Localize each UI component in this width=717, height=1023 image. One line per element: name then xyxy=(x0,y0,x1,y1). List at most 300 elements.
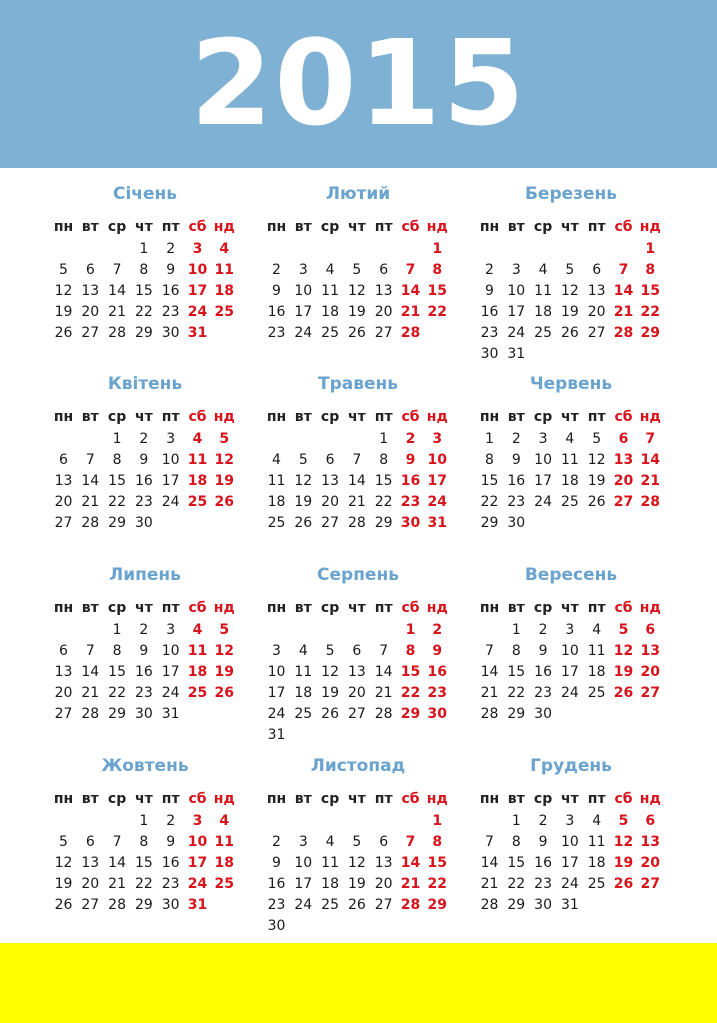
weekday-label: сб xyxy=(401,409,420,425)
day-cell: 12 xyxy=(613,834,634,850)
month-title: Липень xyxy=(109,565,181,585)
day-cell: 21 xyxy=(81,685,100,701)
weekday-label: ср xyxy=(533,600,553,616)
day-cell: 5 xyxy=(618,813,629,829)
day-cell: 21 xyxy=(400,304,421,320)
day-cell: 11 xyxy=(587,643,606,659)
month-title: Березень xyxy=(524,184,618,204)
day-cell: 13 xyxy=(374,283,393,299)
day-cell: 14 xyxy=(374,664,393,680)
day-cell: 9 xyxy=(538,643,548,659)
day-cell: 20 xyxy=(321,494,339,510)
day-cell: 11 xyxy=(187,643,208,659)
day-cell: 16 xyxy=(534,855,552,871)
day-cell: 16 xyxy=(400,473,421,489)
day-cell: 23 xyxy=(161,876,180,892)
day-cell: 14 xyxy=(640,452,661,468)
day-cell: 19 xyxy=(347,304,366,320)
day-cell: 26 xyxy=(54,325,73,341)
day-cell: 24 xyxy=(534,494,552,510)
day-cell: 26 xyxy=(321,706,339,722)
day-cell: 1 xyxy=(511,622,521,638)
day-cell: 8 xyxy=(432,834,443,850)
day-cell: 8 xyxy=(511,643,521,659)
day-cell: 25 xyxy=(587,685,606,701)
day-cell: 21 xyxy=(81,494,100,510)
day-cell: 11 xyxy=(214,262,235,278)
day-cell: 25 xyxy=(187,685,208,701)
day-cell: 20 xyxy=(81,876,100,892)
day-cell: 22 xyxy=(374,494,393,510)
day-cell: 30 xyxy=(534,706,552,722)
day-cell: 4 xyxy=(538,262,548,278)
day-cell: 27 xyxy=(54,515,73,531)
day-cell: 28 xyxy=(400,897,421,913)
weekday-label: нд xyxy=(213,409,235,425)
day-cell: 29 xyxy=(507,706,526,722)
day-cell: 12 xyxy=(321,664,339,680)
day-cell: 2 xyxy=(538,813,548,829)
day-cell: 25 xyxy=(214,876,235,892)
day-cell: 7 xyxy=(645,431,656,447)
day-cell: 17 xyxy=(187,855,208,871)
day-cell: 21 xyxy=(640,473,661,489)
day-cell: 7 xyxy=(618,262,629,278)
day-cell: 2 xyxy=(511,431,521,447)
weekday-label: ср xyxy=(533,409,553,425)
weekday-label: нд xyxy=(639,219,661,235)
day-cell: 21 xyxy=(374,685,393,701)
month-title: Травень xyxy=(317,374,399,394)
day-cell: 6 xyxy=(645,622,656,638)
day-cell: 9 xyxy=(405,452,416,468)
weekday-label: вт xyxy=(81,409,99,425)
day-cell: 26 xyxy=(560,325,579,341)
weekday-label: пт xyxy=(587,600,606,616)
day-cell: 26 xyxy=(613,685,634,701)
day-cell: 8 xyxy=(432,262,443,278)
day-cell: 5 xyxy=(352,834,362,850)
day-cell: 15 xyxy=(640,283,661,299)
day-cell: 15 xyxy=(108,664,126,680)
weekday-label: сб xyxy=(614,409,633,425)
weekday-label: вт xyxy=(294,600,312,616)
weekday-label: вт xyxy=(81,791,99,807)
day-cell: 1 xyxy=(432,813,443,829)
day-cell: 9 xyxy=(166,834,176,850)
day-cell: 27 xyxy=(347,706,366,722)
day-cell: 5 xyxy=(219,431,230,447)
day-cell: 2 xyxy=(538,622,548,638)
weekday-label: чт xyxy=(348,600,366,616)
day-cell: 3 xyxy=(166,622,176,638)
weekday-label: пт xyxy=(161,600,180,616)
weekday-label: чт xyxy=(561,791,579,807)
month-title: Листопад xyxy=(310,756,406,776)
day-cell: 12 xyxy=(54,855,73,871)
day-cell: 6 xyxy=(352,643,362,659)
weekday-label: сб xyxy=(401,600,420,616)
day-cell: 9 xyxy=(272,283,281,299)
day-cell: 1 xyxy=(432,241,443,257)
day-cell: 4 xyxy=(298,643,308,659)
day-cell: 14 xyxy=(613,283,634,299)
day-cell: 23 xyxy=(534,876,552,892)
day-cell: 14 xyxy=(108,283,126,299)
day-cell: 4 xyxy=(325,262,335,278)
day-cell: 21 xyxy=(480,876,499,892)
day-cell: 6 xyxy=(325,452,335,468)
day-cell: 24 xyxy=(507,325,526,341)
day-cell: 30 xyxy=(134,706,153,722)
weekday-label: пт xyxy=(587,219,606,235)
day-cell: 13 xyxy=(321,473,339,489)
day-cell: 1 xyxy=(139,241,149,257)
weekday-label: ср xyxy=(533,219,553,235)
day-cell: 28 xyxy=(108,325,126,341)
day-cell: 16 xyxy=(134,664,153,680)
day-cell: 8 xyxy=(379,452,389,468)
weekday-label: пт xyxy=(374,791,393,807)
day-cell: 3 xyxy=(298,262,308,278)
weekday-label: пт xyxy=(161,791,180,807)
day-cell: 28 xyxy=(400,325,421,341)
day-cell: 6 xyxy=(379,834,389,850)
weekday-label: вт xyxy=(81,600,99,616)
day-cell: 22 xyxy=(400,685,421,701)
weekday-label: нд xyxy=(426,409,448,425)
day-cell: 22 xyxy=(108,685,126,701)
day-cell: 22 xyxy=(427,876,448,892)
day-cell: 3 xyxy=(511,262,521,278)
day-cell: 18 xyxy=(214,283,235,299)
day-cell: 1 xyxy=(405,622,416,638)
day-cell: 8 xyxy=(139,834,149,850)
day-cell: 5 xyxy=(565,262,575,278)
day-cell: 12 xyxy=(613,643,634,659)
day-cell: 13 xyxy=(587,283,606,299)
day-cell: 15 xyxy=(507,855,526,871)
day-cell: 7 xyxy=(112,262,122,278)
day-cell: 18 xyxy=(187,473,208,489)
day-cell: 27 xyxy=(640,685,661,701)
day-cell: 25 xyxy=(534,325,552,341)
day-cell: 29 xyxy=(374,515,393,531)
day-cell: 8 xyxy=(405,643,416,659)
day-cell: 14 xyxy=(108,855,126,871)
weekday-label: сб xyxy=(188,791,207,807)
day-cell: 11 xyxy=(560,452,579,468)
day-cell: 27 xyxy=(321,515,339,531)
day-cell: 26 xyxy=(587,494,606,510)
day-cell: 13 xyxy=(81,855,100,871)
weekday-label: нд xyxy=(426,791,448,807)
day-cell: 15 xyxy=(427,855,448,871)
day-cell: 23 xyxy=(507,494,526,510)
day-cell: 28 xyxy=(81,515,100,531)
day-cell: 18 xyxy=(560,473,579,489)
weekday-label: вт xyxy=(507,600,525,616)
day-cell: 3 xyxy=(565,813,575,829)
day-cell: 21 xyxy=(613,304,634,320)
day-cell: 20 xyxy=(54,494,73,510)
day-cell: 17 xyxy=(294,304,313,320)
day-cell: 20 xyxy=(54,685,73,701)
day-cell: 13 xyxy=(613,452,634,468)
day-cell: 15 xyxy=(507,664,526,680)
day-cell: 28 xyxy=(347,515,366,531)
weekday-label: ср xyxy=(533,791,553,807)
day-cell: 30 xyxy=(267,918,286,934)
day-cell: 25 xyxy=(214,304,235,320)
weekday-label: пт xyxy=(374,409,393,425)
day-cell: 26 xyxy=(347,325,366,341)
day-cell: 23 xyxy=(161,304,180,320)
day-cell: 28 xyxy=(640,494,661,510)
day-cell: 19 xyxy=(214,473,235,489)
day-cell: 26 xyxy=(613,876,634,892)
day-cell: 4 xyxy=(565,431,575,447)
day-cell: 24 xyxy=(161,685,180,701)
day-cell: 17 xyxy=(187,283,208,299)
day-cell: 27 xyxy=(374,325,393,341)
day-cell: 2 xyxy=(485,262,494,278)
day-cell: 5 xyxy=(219,622,230,638)
day-cell: 31 xyxy=(507,346,526,362)
day-cell: 12 xyxy=(347,283,366,299)
day-cell: 19 xyxy=(560,304,579,320)
day-cell: 16 xyxy=(427,664,448,680)
day-cell: 28 xyxy=(613,325,634,341)
day-cell: 23 xyxy=(134,685,153,701)
day-cell: 19 xyxy=(587,473,606,489)
day-cell: 7 xyxy=(112,834,122,850)
day-cell: 29 xyxy=(108,706,126,722)
day-cell: 9 xyxy=(538,834,548,850)
month-title: Червень xyxy=(529,374,613,394)
day-cell: 7 xyxy=(405,834,416,850)
day-cell: 18 xyxy=(187,664,208,680)
day-cell: 10 xyxy=(161,643,180,659)
weekday-label: пн xyxy=(53,219,74,235)
day-cell: 18 xyxy=(534,304,552,320)
day-cell: 23 xyxy=(267,325,286,341)
day-cell: 13 xyxy=(54,664,73,680)
weekday-label: ср xyxy=(320,219,340,235)
day-cell: 19 xyxy=(54,304,73,320)
day-cell: 10 xyxy=(560,643,579,659)
day-cell: 15 xyxy=(480,473,499,489)
day-cell: 17 xyxy=(507,304,526,320)
day-cell: 13 xyxy=(374,855,393,871)
day-cell: 4 xyxy=(219,813,230,829)
month-title: Жовтень xyxy=(101,756,189,776)
day-cell: 5 xyxy=(298,452,308,468)
day-cell: 18 xyxy=(587,855,606,871)
day-cell: 10 xyxy=(427,452,448,468)
weekday-label: сб xyxy=(188,409,207,425)
day-cell: 30 xyxy=(134,515,153,531)
month-title: Січень xyxy=(113,184,177,204)
day-cell: 9 xyxy=(272,855,281,871)
day-cell: 29 xyxy=(134,897,153,913)
day-cell: 17 xyxy=(161,473,180,489)
day-cell: 31 xyxy=(560,897,579,913)
day-cell: 21 xyxy=(400,876,421,892)
day-cell: 16 xyxy=(534,664,552,680)
day-cell: 30 xyxy=(400,515,421,531)
day-cell: 31 xyxy=(187,897,208,913)
day-cell: 13 xyxy=(640,643,661,659)
day-cell: 13 xyxy=(347,664,366,680)
day-cell: 3 xyxy=(565,622,575,638)
day-cell: 20 xyxy=(613,473,634,489)
day-cell: 11 xyxy=(214,834,235,850)
day-cell: 24 xyxy=(187,304,208,320)
day-cell: 27 xyxy=(54,706,73,722)
weekday-label: вт xyxy=(507,791,525,807)
day-cell: 30 xyxy=(507,515,526,531)
day-cell: 1 xyxy=(485,431,494,447)
day-cell: 22 xyxy=(640,304,661,320)
day-cell: 18 xyxy=(214,855,235,871)
weekday-label: чт xyxy=(561,600,579,616)
day-cell: 14 xyxy=(400,283,421,299)
day-cell: 3 xyxy=(538,431,548,447)
day-cell: 14 xyxy=(480,855,499,871)
year-title: 2015 xyxy=(190,14,527,152)
day-cell: 18 xyxy=(267,494,286,510)
day-cell: 1 xyxy=(112,431,122,447)
day-cell: 4 xyxy=(219,241,230,257)
day-cell: 15 xyxy=(134,855,153,871)
day-cell: 23 xyxy=(134,494,153,510)
day-cell: 25 xyxy=(587,876,606,892)
month-title: Грудень xyxy=(530,756,612,776)
day-cell: 25 xyxy=(321,897,339,913)
day-cell: 18 xyxy=(321,876,339,892)
day-cell: 30 xyxy=(161,325,180,341)
day-cell: 11 xyxy=(294,664,313,680)
day-cell: 14 xyxy=(81,473,100,489)
day-cell: 8 xyxy=(485,452,494,468)
day-cell: 10 xyxy=(560,834,579,850)
day-cell: 8 xyxy=(112,452,122,468)
day-cell: 5 xyxy=(352,262,362,278)
day-cell: 13 xyxy=(81,283,100,299)
day-cell: 14 xyxy=(400,855,421,871)
weekday-label: сб xyxy=(401,791,420,807)
day-cell: 8 xyxy=(645,262,656,278)
day-cell: 3 xyxy=(272,643,281,659)
day-cell: 2 xyxy=(432,622,443,638)
day-cell: 24 xyxy=(161,494,180,510)
day-cell: 6 xyxy=(618,431,629,447)
day-cell: 2 xyxy=(139,622,149,638)
day-cell: 26 xyxy=(214,494,235,510)
day-cell: 28 xyxy=(374,706,393,722)
weekday-label: ср xyxy=(320,791,340,807)
day-cell: 16 xyxy=(267,876,286,892)
day-cell: 25 xyxy=(321,325,339,341)
day-cell: 8 xyxy=(139,262,149,278)
weekday-label: вт xyxy=(507,409,525,425)
day-cell: 21 xyxy=(347,494,366,510)
weekday-label: нд xyxy=(639,791,661,807)
day-cell: 17 xyxy=(534,473,552,489)
day-cell: 10 xyxy=(294,855,313,871)
weekday-label: чт xyxy=(348,219,366,235)
day-cell: 4 xyxy=(192,622,203,638)
day-cell: 12 xyxy=(214,452,235,468)
day-cell: 13 xyxy=(640,834,661,850)
day-cell: 14 xyxy=(81,664,100,680)
day-cell: 22 xyxy=(108,494,126,510)
weekday-label: сб xyxy=(614,791,633,807)
day-cell: 9 xyxy=(511,452,521,468)
day-cell: 31 xyxy=(427,515,448,531)
day-cell: 26 xyxy=(294,515,313,531)
day-cell: 2 xyxy=(139,431,149,447)
day-cell: 25 xyxy=(187,494,208,510)
day-cell: 12 xyxy=(294,473,313,489)
day-cell: 6 xyxy=(379,262,389,278)
day-cell: 29 xyxy=(480,515,499,531)
day-cell: 18 xyxy=(294,685,313,701)
weekday-label: пн xyxy=(266,600,287,616)
day-cell: 20 xyxy=(587,304,606,320)
weekday-label: сб xyxy=(188,219,207,235)
day-cell: 10 xyxy=(267,664,286,680)
day-cell: 20 xyxy=(640,664,661,680)
weekday-label: пн xyxy=(479,219,500,235)
day-cell: 13 xyxy=(54,473,73,489)
day-cell: 29 xyxy=(108,515,126,531)
day-cell: 20 xyxy=(347,685,366,701)
weekday-label: ср xyxy=(107,219,127,235)
day-cell: 30 xyxy=(161,897,180,913)
day-cell: 15 xyxy=(427,283,448,299)
day-cell: 30 xyxy=(427,706,448,722)
day-cell: 10 xyxy=(294,283,313,299)
weekday-label: вт xyxy=(507,219,525,235)
day-cell: 27 xyxy=(374,897,393,913)
day-cell: 19 xyxy=(613,855,634,871)
day-cell: 1 xyxy=(139,813,149,829)
day-cell: 2 xyxy=(272,834,281,850)
day-cell: 4 xyxy=(325,834,335,850)
day-cell: 31 xyxy=(267,727,286,743)
day-cell: 17 xyxy=(560,664,579,680)
day-cell: 10 xyxy=(187,262,208,278)
day-cell: 18 xyxy=(587,664,606,680)
day-cell: 4 xyxy=(272,452,281,468)
day-cell: 11 xyxy=(587,834,606,850)
day-cell: 11 xyxy=(534,283,552,299)
day-cell: 31 xyxy=(187,325,208,341)
day-cell: 15 xyxy=(400,664,421,680)
day-cell: 1 xyxy=(645,241,656,257)
day-cell: 28 xyxy=(81,706,100,722)
weekday-label: вт xyxy=(294,409,312,425)
day-cell: 7 xyxy=(379,643,389,659)
weekday-label: нд xyxy=(213,791,235,807)
day-cell: 12 xyxy=(587,452,606,468)
weekday-label: вт xyxy=(294,219,312,235)
day-cell: 31 xyxy=(161,706,180,722)
day-cell: 9 xyxy=(485,283,494,299)
day-cell: 29 xyxy=(134,325,153,341)
